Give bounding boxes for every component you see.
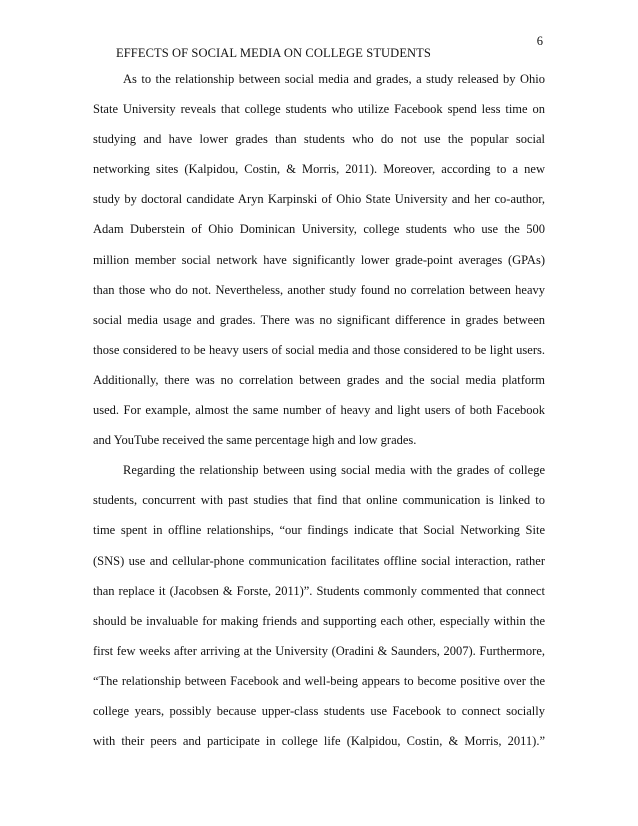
paragraph-1-line: used. For example, almost the same number of heavy and light users of both Facebook [93, 403, 545, 418]
paragraph-1-line: As to the relationship between social media and grades, a study released by Ohio [123, 72, 545, 86]
paragraph-2-line: Regarding the relationship between using social media with the grades of college [123, 463, 545, 478]
paragraph-2-line: (SNS) use and cellular-phone communication facilitates offline social interaction, rather [93, 553, 545, 568]
page-number: 6 [536, 34, 543, 48]
paragraph-1-line: social media usage and grades. There was no significant difference in grades between [93, 312, 545, 327]
paragraph-1-line: and YouTube received the same percentage high and low grades. [93, 433, 417, 448]
paragraph-2-line: with their peers and participate in college life (Kalpidou, Costin, & Morris, 2011).” [93, 734, 545, 749]
paragraph-1-line: Adam Duberstein of Ohio Dominican University, college students who use the 500 [93, 222, 545, 237]
paragraph-1-line: studying and have lower grades than students who do not use the popular social [93, 132, 545, 147]
paragraph-2-line: “The relationship between Facebook and well-being appears to become positive over the [93, 673, 545, 688]
paragraph-2-line: than replace it (Jacobsen & Forste, 2011)”. Students commonly commented that connect [93, 583, 545, 598]
paragraph-2-line: college years, possibly because upper-class students use Facebook to connect socially [93, 703, 545, 718]
paragraph-2-line: students, concurrent with past studies that find that online communication is linked to [93, 493, 545, 508]
paragraph-2-line: time spent in offline relationships, “our findings indicate that Social Networking Site [93, 523, 545, 538]
paragraph-1-line: Additionally, there was no correlation between grades and the social media platform [93, 372, 545, 387]
paragraph-1-line: those considered to be heavy users of social media and those considered to be light users. [93, 342, 545, 357]
paragraph-1-line: networking sites (Kalpidou, Costin, & Morris, 2011). Moreover, according to a new [93, 162, 545, 177]
paragraph-1-line: State University reveals that college students who utilize Facebook spend less time on [93, 102, 545, 117]
paragraph-1-line: million member social network have significantly lower grade-point averages (GPAs) [93, 252, 545, 267]
paragraph-1-line: than those who do not. Nevertheless, another study found no correlation between heavy [93, 282, 545, 297]
body-text [93, 64, 545, 756]
paragraph-2-line: first few weeks after arriving at the University (Oradini & Saunders, 2007). Furthermore, [93, 643, 545, 658]
running-head: EFFECTS OF SOCIAL MEDIA ON COLLEGE STUDENTS [116, 46, 431, 60]
paragraph-2-line: should be invaluable for making friends and supporting each other, especially within the [93, 613, 545, 628]
paragraph-1-line: study by doctoral candidate Aryn Karpinski of Ohio State University and her co-author, [93, 192, 545, 207]
